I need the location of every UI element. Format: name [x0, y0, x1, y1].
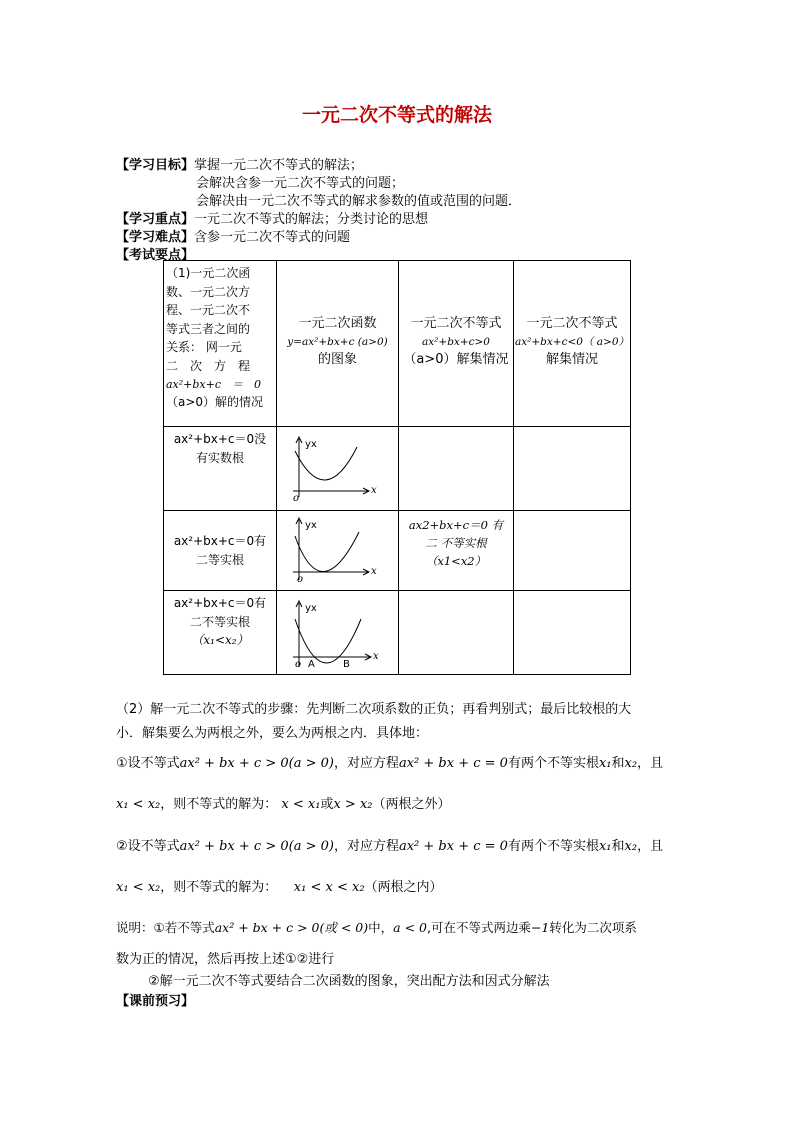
formula: ax² + bx + c = 0	[398, 756, 508, 771]
origin-label: o	[295, 659, 302, 670]
graph-no-roots	[285, 433, 390, 503]
y-label: yx	[305, 603, 317, 614]
graph-double-root	[285, 514, 390, 584]
preview-label: 【课前预习】	[116, 994, 195, 1009]
header-col2-line: 一元二次函数	[298, 316, 377, 331]
step2-line1	[116, 835, 663, 854]
text: ，对应方程	[333, 839, 399, 854]
row3-col1-line: ax²+bx+c＝0有	[173, 596, 267, 610]
row2-col1	[166, 532, 274, 569]
x-label: x	[371, 485, 377, 496]
header-col1-line: 二 次 方 程	[166, 358, 251, 373]
step1-line1	[116, 752, 663, 771]
objective-1: 掌握一元二次不等式的解法；	[194, 158, 364, 173]
header-col4	[514, 314, 630, 371]
row2-col3-line: 二 不等实根	[425, 535, 487, 550]
formula: ax² + bx + c > 0(a > 0)	[179, 839, 334, 854]
formula: x₁	[598, 756, 612, 771]
header-col3-line: 一元二次不等式	[410, 316, 502, 331]
steps-intro-1: （2）解一元二次不等式的步骤：先判断二次项系数的正负；再看判别式；最后比较根的大	[116, 702, 632, 717]
row1-col1	[166, 430, 274, 467]
parabola-curve	[295, 447, 357, 480]
origin-label: o	[297, 574, 304, 584]
parabola-curve	[295, 532, 359, 572]
row2-col1-line: 二等实根	[195, 552, 244, 567]
header-col3-line: ax²+bx+c>0	[422, 336, 490, 349]
page-title: 一元二次不等式的解法	[301, 104, 492, 126]
text: ②设不等式	[116, 839, 180, 854]
formula: ax² + bx + c > 0(或 < 0)	[214, 920, 369, 935]
header-col1-line: （1)一元二次函	[166, 266, 251, 280]
key-point-text: 一元二次不等式的解法；分类讨论的思想	[194, 212, 429, 227]
text: 和	[611, 839, 625, 854]
formula: x > x₂	[333, 797, 373, 812]
key-point-label: 【学习重点】	[116, 212, 195, 227]
header-col1-line: （a>0）解的情况	[166, 394, 264, 409]
text: ，则不等式的解为：	[160, 880, 278, 895]
text: ，对应方程	[333, 756, 399, 771]
exam-points-label: 【考试要点】	[116, 248, 195, 263]
row2-col3-line: （x1<x2）	[425, 553, 487, 568]
formula: x₁ < x < x₂	[293, 880, 365, 895]
text: 或	[320, 797, 334, 812]
formula: x < x₁	[281, 797, 321, 812]
header-col4-line: 一元二次不等式	[526, 316, 618, 331]
text: 和	[611, 756, 625, 771]
formula: x₂	[624, 756, 638, 771]
formula: a < 0	[393, 920, 427, 935]
graph-two-roots	[285, 597, 390, 671]
text: ,可在不等式两边乘	[426, 920, 531, 935]
row1-col1-line: 有实数根	[195, 450, 244, 465]
text: （两根之内）	[364, 880, 443, 895]
formula: x₂	[624, 839, 638, 854]
header-col3-line: （a>0）解集情况	[403, 352, 509, 368]
text: ，则不等式的解为：	[160, 797, 278, 812]
header-col1-line: 程、一元二次不	[166, 303, 251, 318]
text: ，且	[637, 756, 664, 771]
steps-intro-2: 小．解集要么为两根之外，要么为两根之内．具体地：	[116, 726, 429, 741]
step1-line2	[116, 793, 451, 812]
step2-line2	[116, 876, 443, 895]
x-label: x	[371, 566, 377, 577]
text: （两根之外）	[372, 797, 451, 812]
y-label: yx	[305, 520, 317, 531]
objective-3: 会解决由一元二次不等式的解求参数的值或范围的问题．	[196, 194, 522, 209]
root-b-label: B	[343, 659, 350, 670]
note-line3: ②解一元二次不等式要结合二次函数的图象，突出配方法和因式分解法	[148, 974, 550, 989]
difficulty-label: 【学习难点】	[116, 230, 195, 245]
header-col3	[399, 314, 513, 371]
formula: x₁ < x₂	[116, 880, 161, 895]
row2-col3	[399, 517, 513, 570]
text: 转化为二次项系	[549, 920, 637, 935]
y-label: yx	[305, 439, 317, 450]
text: 说明：①若不等式	[116, 920, 215, 935]
header-col1-line: 等式三者之间的	[166, 321, 251, 336]
row1-col1-line: ax²+bx+c＝0没	[173, 432, 267, 446]
formula: x₁ < x₂	[116, 797, 161, 812]
formula: −1	[530, 920, 550, 935]
row2-col3-line: ax2+bx+c＝0 有	[408, 518, 504, 532]
header-col1-line: 数、一元二次方	[166, 284, 251, 299]
header-col2-line: y=ax²+bx+c (a>0)	[287, 336, 388, 349]
header-col1	[166, 264, 274, 411]
header-col2	[277, 314, 398, 371]
row3-col1-line: 二不等实根	[189, 614, 250, 629]
text: 中，	[368, 920, 394, 935]
header-col1-line: 关系： 网一元	[166, 340, 242, 355]
objectives-label: 【学习目标】	[116, 158, 195, 173]
row3-col1-line: （x₁<x₂）	[191, 633, 249, 648]
header-col4-line: ax²+bx+c<0（ a>0）	[514, 336, 630, 349]
header-col1-line: ax²+bx+c ＝ 0	[166, 377, 262, 391]
origin-label: o	[293, 493, 300, 503]
difficulty-text: 含参一元二次不等式的问题	[194, 230, 351, 245]
text: ，且	[637, 839, 664, 854]
formula: ax² + bx + c > 0(a > 0)	[179, 756, 334, 771]
formula: x₁	[598, 839, 612, 854]
parabola-curve	[295, 619, 361, 663]
text: 有两个不等实根	[507, 839, 599, 854]
formula: ax² + bx + c = 0	[398, 839, 508, 854]
note-line2: 数为正的情况，然后再按上述①②进行	[116, 952, 335, 967]
note-line1	[116, 918, 637, 936]
text: ①设不等式	[116, 756, 180, 771]
text: 有两个不等实根	[507, 756, 599, 771]
root-a-label: A	[308, 659, 315, 670]
header-col4-line: 解集情况	[545, 352, 598, 368]
header-col2-line: 的图象	[317, 352, 357, 368]
row2-col1-line: ax²+bx+c＝0有	[173, 534, 267, 548]
row3-col1	[166, 594, 274, 650]
objective-2: 会解决含参一元二次不等式的问题；	[196, 176, 405, 191]
x-label: x	[373, 651, 379, 662]
